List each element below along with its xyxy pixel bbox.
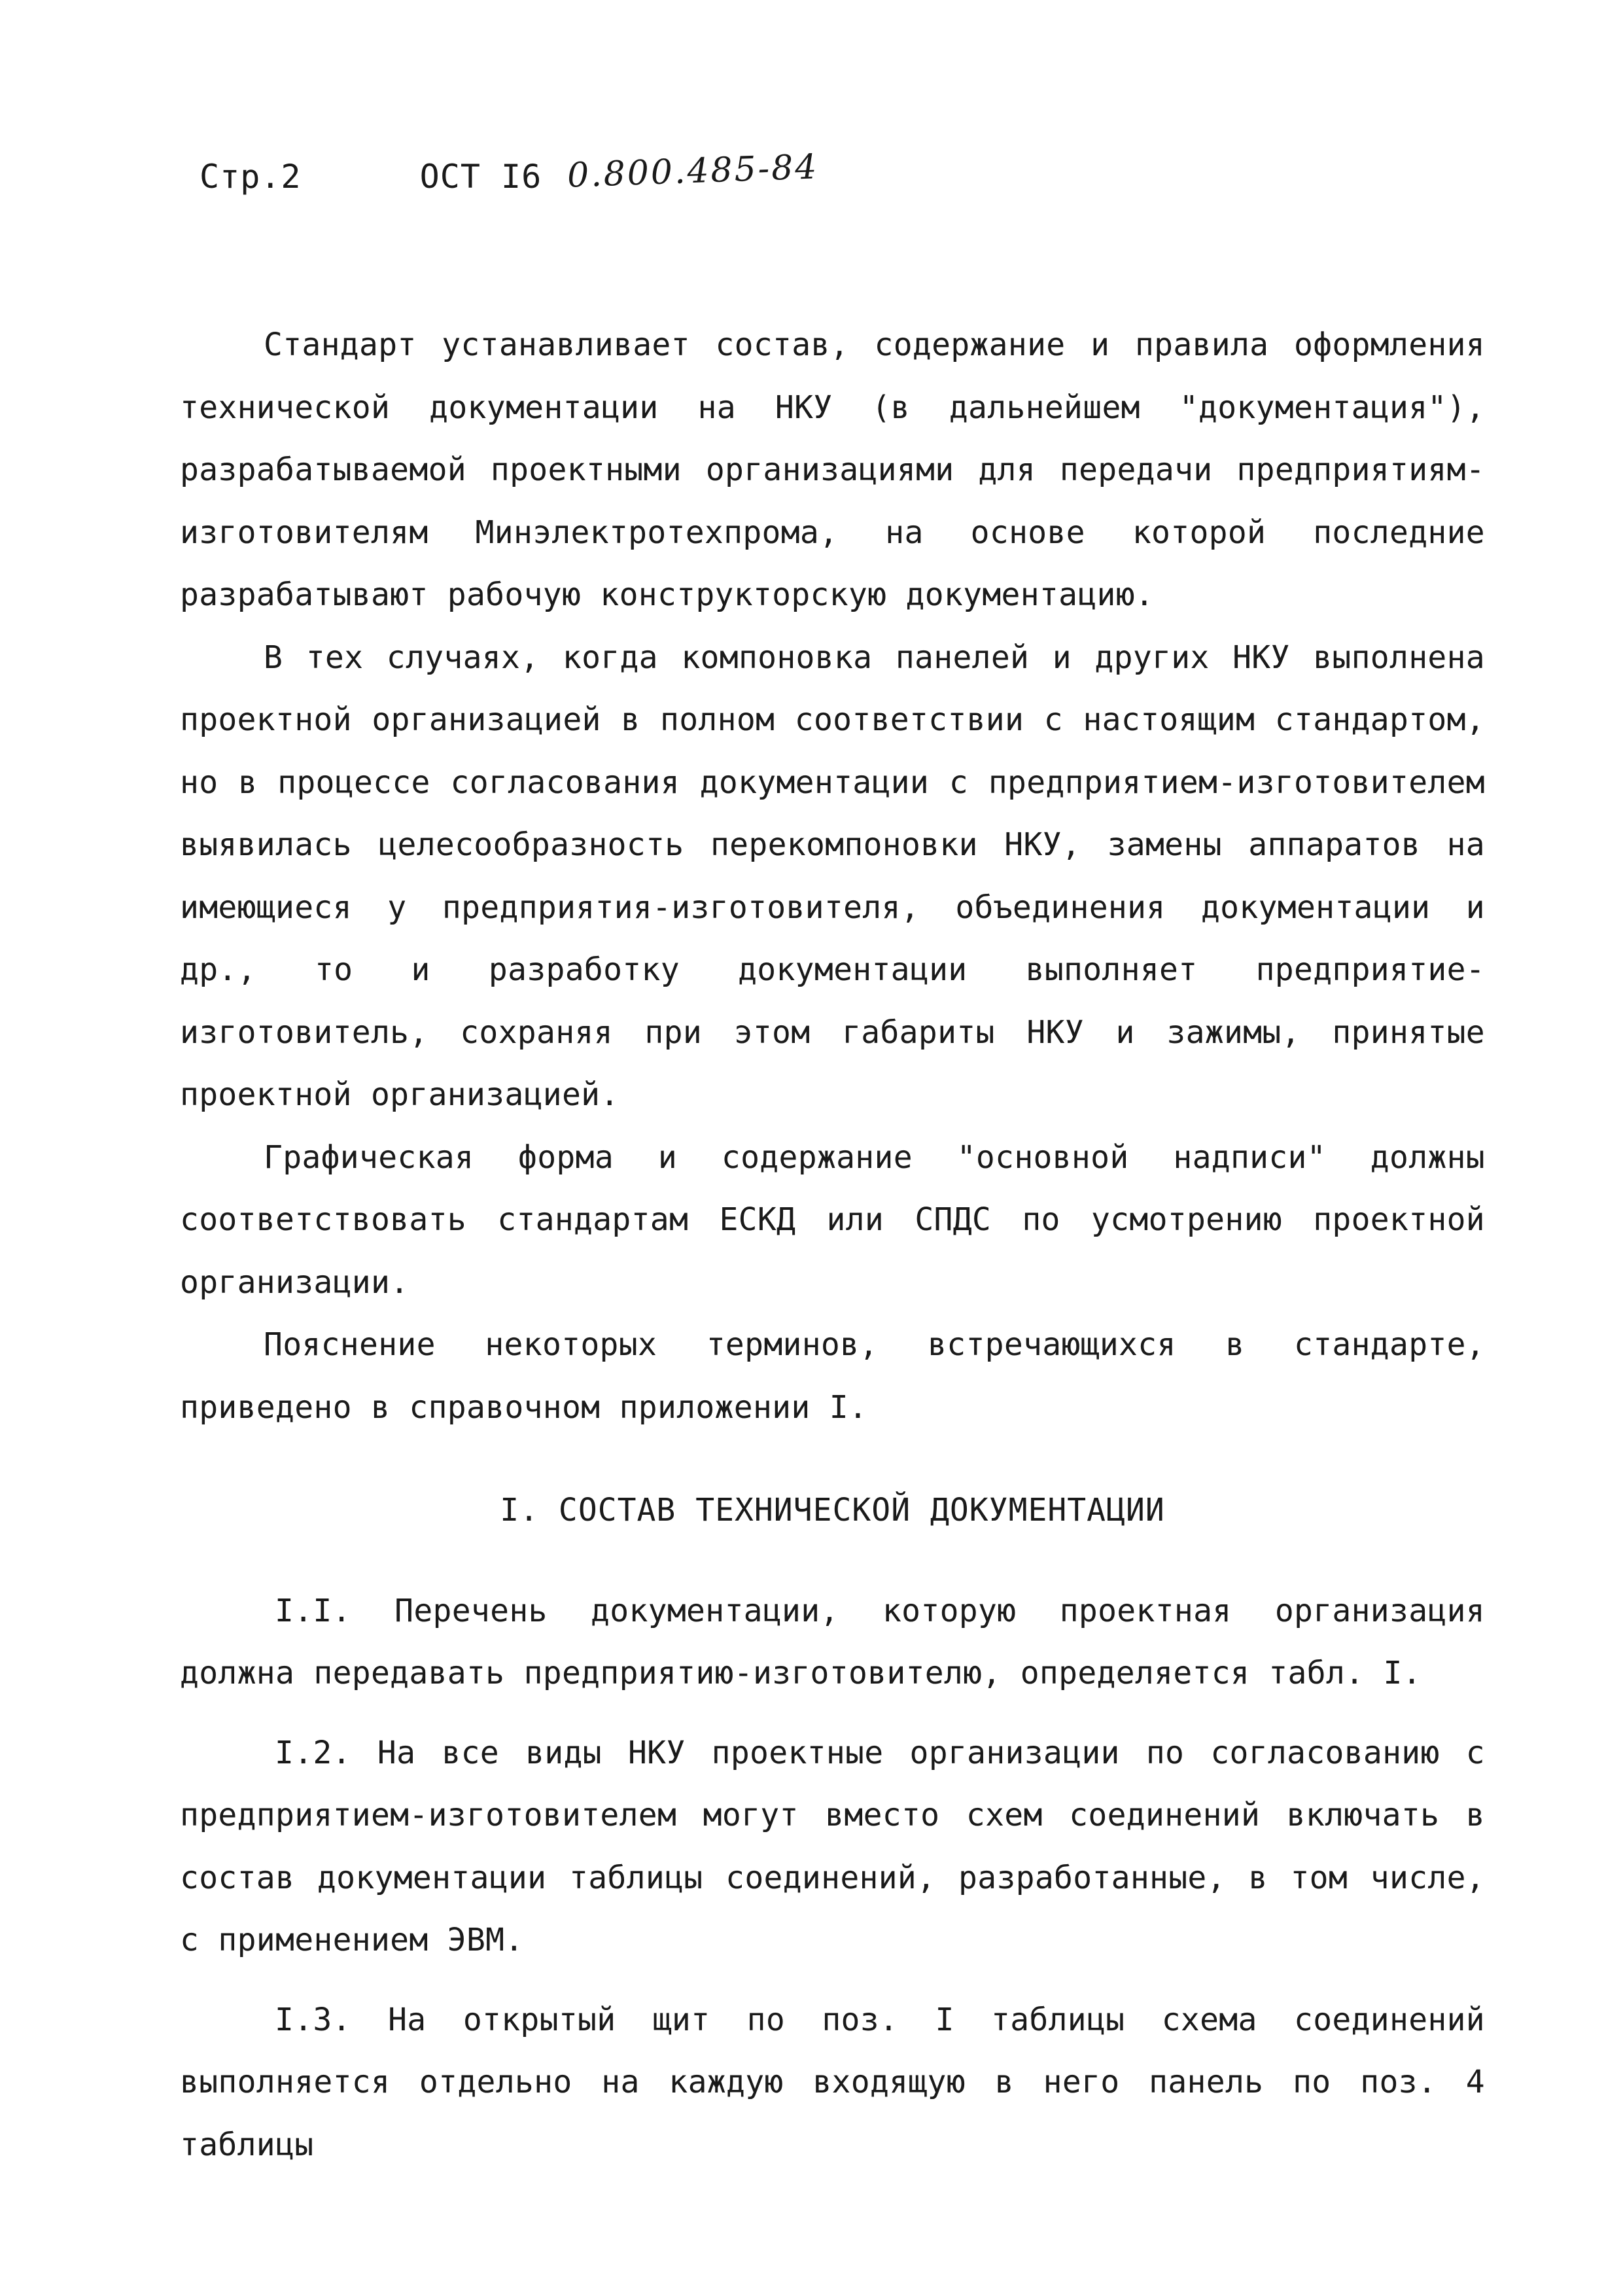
section-heading: I. СОСТАВ ТЕХНИЧЕСКОЙ ДОКУМЕНТАЦИИ (500, 1492, 1165, 1528)
clause-1-2: I.2. На все виды НКУ проектные организации по согласованию с предприятием-изготовителем могут вместо схем соединений включать в состав документации таблицы соединений, разработанные, в том числе, с применением ЭВМ. (180, 1734, 1485, 1958)
standard-number-handwritten: 0.800.485-84 (567, 147, 820, 196)
clause-1-3: I.3. На открытый щит по поз. I таблицы схема соединений выполняется отдельно на каждую входящую в него панель по поз. 4 таблицы (180, 2001, 1485, 2163)
standard-prefix: ОСТ I6 (419, 158, 542, 196)
document-body (180, 314, 1485, 2193)
terms-paragraph: Пояснение некоторых терминов, встречающихся в стандарте, приведено в справочном приложении I. (180, 1326, 1485, 1426)
page-header (200, 147, 820, 196)
clause-1-1: I.I. Перечень документации, которую проектная организация должна передавать предприятию-изготовителю, определяется табл. I. (180, 1592, 1485, 1691)
standard-designation (419, 147, 820, 196)
page-number: Стр.2 (200, 158, 302, 196)
title-block-paragraph: Графическая форма и содержание "основной надписи" должны соответствовать стандартам ЕСКД или СПДС по усмотрению проектной организации. (180, 1139, 1485, 1301)
intro-paragraph: Стандарт устанавливает состав, содержание и правила оформления технической документации на НКУ (в дальнейшем "документация"), разрабатываемой проектными организациями для передачи предприятиям-изготовителям Минэлектротехпрома, на основе которой последние разрабатывают рабочую конструкторскую документацию. (180, 327, 1485, 613)
redevelopment-paragraph: В тех случаях, когда компоновка панелей и других НКУ выполнена проектной организацией в полном соответствии с настоящим стандартом, но в процессе согласования документации с предприятием-изготовителем выявилась целесообразность перекомпоновки НКУ, замены аппаратов на имеющиеся у предприятия-изготовителя, объединения документации и др., то и разработку документации выполняет предприятие-изготовитель, сохраняя при этом габариты НКУ и зажимы, принятые проектной организацией. (180, 639, 1485, 1113)
